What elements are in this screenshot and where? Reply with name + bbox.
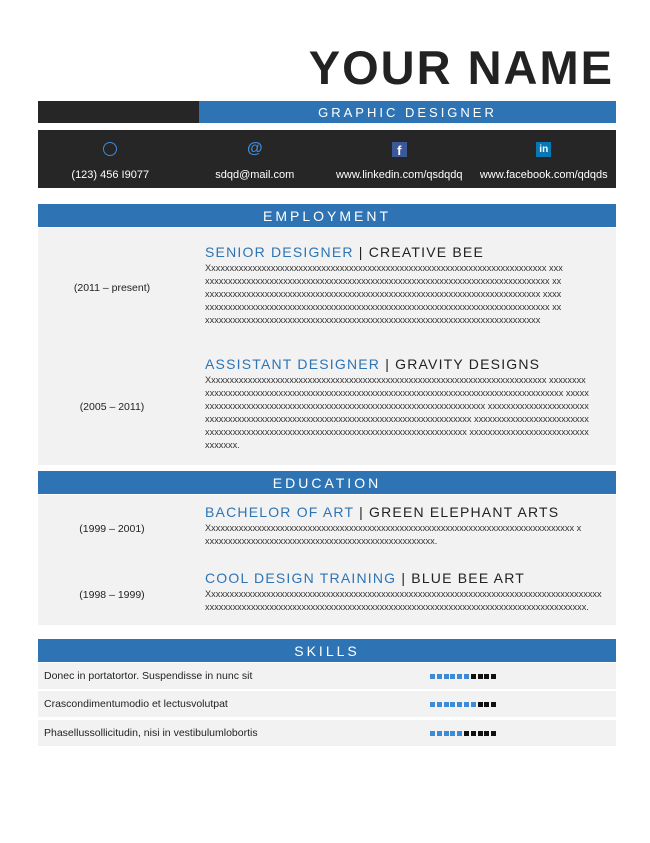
entry-role [205, 504, 559, 520]
contact-phone-text: (123) 456 I9077 [71, 169, 150, 181]
entry-separator: | [385, 356, 391, 372]
contact-phone [38, 130, 183, 188]
contact-email[interactable] [183, 130, 328, 188]
entry-role [205, 570, 525, 586]
entry-organization: GREEN ELEPHANT ARTS [369, 504, 560, 520]
employment-heading: EMPLOYMENT [38, 204, 616, 227]
entry-dates: (2005 – 2011) [79, 401, 145, 413]
rating-dot-filled [457, 731, 462, 736]
rating-dot-empty [484, 702, 489, 707]
rating-dot-filled [444, 674, 449, 679]
education-heading: EDUCATION [38, 471, 616, 494]
rating-dot-empty [484, 731, 489, 736]
facebook-icon: f [392, 142, 407, 157]
skill-label: Crascondimentumodio et lectusvolutpat [44, 698, 228, 710]
entry-description: Xxxxxxxxxxxxxxxxxxxxxxxxxxxxxxxxxxxxxxxxxxxxxxxxxxxxxxxxxxxxxxxxxxxxxxxxxx xxxxxxxxxxxxxxxxxxxxxxxxxxxxxxxxxxxxxxxxxxxxxxxxxxxxxxxxxxxxxxxxxxxxxxxxxxxxxxxxxxxxxx xxxxxxxxxxxxxxxxxxxxxxxxxxxxxxxxxxxxxxxxxxxxxxxxxxxxxxxxxxxxxxxxxx xxxxxxxxxxxxxxxxxxxxxxxxxxxxxxxxxxxxxxxxxxxxxxxxxxxxxxxxxxxxxxxxxxxxxxxxxxxxxxxx xxxxxxxxxxxxxxxxxxxxxxxxxxxxxxxxxxxxxxxxxxxxxxxxxxxxxxxxxxxxxxxxxxxxxxxxxxxxxxxxxx xxxxxxxxxxxxxxxxxxxxxxxxxxxxxxxxx. [205, 375, 589, 450]
entry-organization: CREATIVE BEE [368, 244, 485, 260]
rating-dot-filled [430, 731, 435, 736]
phone-icon [103, 142, 117, 156]
entry-position: SENIOR DESIGNER [205, 244, 354, 260]
rating-dot-filled [430, 674, 435, 679]
entry-description: Xxxxxxxxxxxxxxxxxxxxxxxxxxxxxxxxxxxxxxxxxxxxxxxxxxxxxxxxxxxxxxxxxxxxxxxxxxxxxxxxxxxxxx xxxxxxxxxxxxxxxxxxxxxxxxxxxxxxxxxxxxxxxxxxxxxxxxxxxxxxxxxxxxxxxxxxxxxxxxxxxxxxxxxxx. [205, 589, 602, 612]
rating-dot-empty [464, 731, 469, 736]
entry-role [205, 244, 484, 260]
skill-label: Phasellussollicitudin, nisi in vestibulumlobortis [44, 727, 258, 739]
entry-dates: (1999 – 2001) [79, 523, 145, 535]
rating-dot-filled [457, 674, 462, 679]
rating-dot-empty [491, 731, 496, 736]
rating-dot-filled [444, 731, 449, 736]
rating-dot-filled [450, 674, 455, 679]
entry-role [205, 356, 540, 372]
skill-row [38, 663, 616, 689]
entry-description: Xxxxxxxxxxxxxxxxxxxxxxxxxxxxxxxxxxxxxxxxxxxxxxxxxxxxxxxxxxxxxxxxxxxxxxxxxx xxxxxxxxxxxxxxxxxxxxxxxxxxxxxxxxxxxxxxxxxxxxxxxxxxxxxxxxxxxxxxxxxxxxxxxxxxxxxx xxxxxxxxxxxxxxxxxxxxxxxxxxxxxxxxxxxxxxxxxxxxxxxxxxxxxxxxxxxxxxxxxxxxxxxxxxx xxxxxxxxxxxxxxxxxxxxxxxxxxxxxxxxxxxxxxxxxxxxxxxxxxxxxxxxxxxxxxxxxxxxxxxxxxxxxxx xxxxxxxxxxxxxxxxxxxxxxxxxxxxxxxxxxxxxxxxxxxxxxxxxxxxxxxxxxxxxxxxxxxxxxxxxxx [205, 263, 563, 325]
rating-dot-filled [437, 731, 442, 736]
contact-bar [38, 130, 616, 188]
rating-dot-empty [471, 731, 476, 736]
skill-rating [430, 674, 498, 679]
entry-separator: | [359, 504, 364, 520]
resume-name: YOUR NAME [308, 41, 614, 94]
rating-dot-empty [491, 674, 496, 679]
rating-dot-filled [450, 731, 455, 736]
education-section [38, 495, 616, 625]
rating-dot-filled [444, 702, 449, 707]
skill-label: Donec in portatortor. Suspendisse in nunc sit [44, 670, 253, 682]
rating-dot-filled [437, 702, 442, 707]
entry-position: BACHELOR OF ART [205, 504, 354, 520]
entry-position: ASSISTANT DESIGNER [205, 356, 381, 372]
skills-heading: SKILLS [38, 639, 616, 662]
rating-dot-empty [478, 674, 483, 679]
entry-organization: GRAVITY DESIGNS [395, 356, 541, 372]
rating-dot-empty [478, 702, 483, 707]
linkedin-icon: in [536, 142, 551, 157]
contact-facebook-text[interactable]: www.facebook.com/qdqds [479, 169, 608, 181]
employment-section [38, 228, 616, 465]
rating-dot-empty [484, 674, 489, 679]
rating-dot-filled [457, 702, 462, 707]
skill-row [38, 691, 616, 717]
entry-dates: (2011 – present) [73, 282, 151, 294]
skill-row [38, 720, 616, 746]
skill-rating [430, 731, 498, 736]
contact-linkedin-text[interactable]: www.linkedin.com/qsdqdq [335, 169, 463, 181]
entry-description: Xxxxxxxxxxxxxxxxxxxxxxxxxxxxxxxxxxxxxxxxxxxxxxxxxxxxxxxxxxxxxxxxxxxxxxxxxxxxxxxx xxxxxxxxxxxxxxxxxxxxxxxxxxxxxxxxxxxxxxxxxxxxxxxxxxx. [205, 523, 582, 546]
job-title: GRAPHIC DESIGNER [199, 101, 616, 123]
entry-separator: | [358, 244, 364, 260]
contact-linkedin[interactable] [327, 130, 472, 188]
skill-rating [430, 702, 498, 707]
rating-dot-empty [491, 702, 496, 707]
entry-position: COOL DESIGN TRAINING [205, 570, 397, 586]
entry-organization: BLUE BEE ART [411, 570, 526, 586]
contact-facebook[interactable] [472, 130, 617, 188]
rating-dot-filled [471, 702, 476, 707]
contact-email-text[interactable]: sdqd@mail.com [215, 169, 295, 181]
rating-dot-filled [464, 674, 469, 679]
rating-dot-filled [450, 702, 455, 707]
title-bar-dark-segment [38, 101, 199, 123]
rating-dot-filled [430, 702, 435, 707]
at-icon: @ [246, 140, 263, 157]
rating-dot-filled [437, 674, 442, 679]
rating-dot-empty [478, 731, 483, 736]
entry-separator: | [401, 570, 407, 586]
entry-dates: (1998 – 1999) [79, 589, 145, 601]
title-bar [38, 101, 616, 123]
rating-dot-filled [464, 702, 469, 707]
rating-dot-empty [471, 674, 476, 679]
